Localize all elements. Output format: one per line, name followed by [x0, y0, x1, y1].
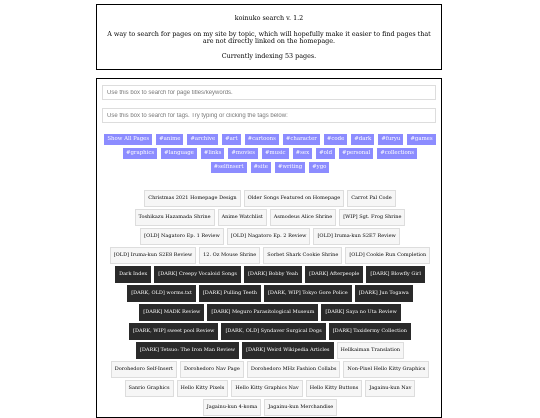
page-link[interactable]: Dorohedoro Nav Page	[180, 361, 244, 378]
tag-button[interactable]: #writing	[275, 162, 305, 173]
tag-button[interactable]: #graphics	[123, 148, 157, 159]
page-link[interactable]: [DARK] Weird Wikipedia Articles	[242, 342, 333, 359]
page-link[interactable]: Toshikazu Hazamada Shrine	[135, 209, 215, 226]
page-link[interactable]: [DARK, OLD] worms.txt	[127, 285, 196, 302]
page-link[interactable]: Dorohedoro MHz Fashion Collabs	[247, 361, 341, 378]
tag-button[interactable]: #furyu	[378, 134, 403, 145]
page-link[interactable]: [WIP] Sgt. Frog Shrine	[339, 209, 405, 226]
page-link[interactable]: [DARK] Pulling Teeth	[199, 285, 261, 302]
tag-button[interactable]: #links	[201, 148, 224, 159]
page-link[interactable]: Non-Pixel Hello Kitty Graphics	[343, 361, 429, 378]
page-link[interactable]: [DARK] Blowfly Girl	[366, 266, 425, 283]
page-link[interactable]: [DARK] Meguro Parasitological Museum	[207, 304, 318, 321]
page-link[interactable]: Older Songs Featured on Homepage	[244, 190, 345, 207]
page-link[interactable]: Jagainu-kun Nav	[365, 380, 415, 397]
tag-button[interactable]: #games	[407, 134, 435, 145]
page-link[interactable]: [DARK, WIP] sweet pool Review	[129, 323, 218, 340]
page-link[interactable]: Hello Kitty Buttons	[306, 380, 363, 397]
page-link[interactable]: [DARK] Creepy Vocaloid Songs	[154, 266, 241, 283]
tag-button[interactable]: #cartoons	[245, 134, 279, 145]
page-list	[103, 189, 437, 417]
page-link[interactable]: [DARK] Bobby Yeah	[244, 266, 302, 283]
tag-button[interactable]: #site	[251, 162, 271, 173]
page-link[interactable]: [OLD] Nagatoro Ep. 2 Review	[227, 228, 311, 245]
page-link[interactable]: [DARK] MADK Review	[139, 304, 204, 321]
page-link[interactable]: Hello Kitty Pixels	[177, 380, 229, 397]
tag-button[interactable]: #ygo	[309, 162, 329, 173]
tag-button[interactable]: #code	[324, 134, 347, 145]
page-link[interactable]: Asmodeus Alice Shrine	[270, 209, 336, 226]
tag-button[interactable]: #anime	[156, 134, 183, 145]
page-link[interactable]: Hello Kitty Graphics Nav	[231, 380, 302, 397]
page-count: Currently indexing 53 pages.	[221, 51, 317, 60]
site-description: A way to search for pages on my site by topic, which will hopefully make it easier to find pages that are not directly linked on the homepage.	[107, 29, 431, 46]
page-link[interactable]: [DARK] Taxidermy Collection	[329, 323, 411, 340]
page-link[interactable]: Jagainu-kun 4-koma	[203, 399, 262, 416]
tag-button[interactable]: #movies	[228, 148, 258, 159]
tag-search-input[interactable]	[102, 108, 436, 123]
page-link[interactable]: Hellkaiman Translation	[337, 342, 405, 359]
tag-button[interactable]: #art	[222, 134, 240, 145]
page-link[interactable]: 12. Oz Mouse Shrine	[199, 247, 260, 264]
page-link[interactable]: [OLD] Iruma-kun S2E8 Review	[110, 247, 196, 264]
page-link[interactable]: Sorbet Shark Cookie Shrine	[263, 247, 342, 264]
site-title: koinuko search v. 1.2	[234, 14, 304, 22]
page-link[interactable]: Carrot Pal Code	[347, 190, 396, 207]
page-link[interactable]: Sanrio Graphics	[125, 380, 174, 397]
tag-button[interactable]: #language	[161, 148, 197, 159]
site-header	[96, 4, 442, 70]
page-link[interactable]: Anime Watchlist	[218, 209, 267, 226]
page-link[interactable]: [DARK] Tetsuo: The Iron Man Review	[136, 342, 239, 359]
page-link[interactable]: [DARK] Afterpeople	[305, 266, 363, 283]
tag-button[interactable]: #dark	[351, 134, 374, 145]
page-link[interactable]: Dark Index	[115, 266, 151, 283]
page-link[interactable]: [DARK, WIP] Tokyo Gore Police	[264, 285, 352, 302]
tag-button[interactable]: #personal	[339, 148, 373, 159]
page-link[interactable]: [DARK] Saya no Uta Review	[321, 304, 400, 321]
show-all-pages-button[interactable]: Show All Pages	[104, 134, 152, 145]
tag-button[interactable]: #old	[316, 148, 335, 159]
page-link[interactable]: Christmas 2021 Homepage Design	[144, 190, 240, 207]
tag-button[interactable]: #archive	[187, 134, 218, 145]
tag-button[interactable]: #selfinsert	[211, 162, 247, 173]
tag-button[interactable]: #character	[283, 134, 320, 145]
page-link[interactable]: [DARK, OLD] Syndaver Surgical Dogs	[221, 323, 325, 340]
tag-button[interactable]: #collections	[377, 148, 417, 159]
page-link[interactable]: [OLD] Cookie Run Completion	[345, 247, 430, 264]
page-link[interactable]: Dorohedoro Self-Insert	[111, 361, 177, 378]
title-search-input[interactable]	[102, 85, 436, 100]
tag-button[interactable]: #sex	[293, 148, 313, 159]
page-link[interactable]: Jagainu-kun Merchandise	[264, 399, 337, 416]
tag-button[interactable]: #music	[262, 148, 289, 159]
tag-list	[101, 132, 439, 174]
page-link[interactable]: [DARK] Jun Togawa	[355, 285, 413, 302]
page-link[interactable]: [OLD] Iruma-kun S2E7 Review	[313, 228, 399, 245]
search-panel	[96, 78, 442, 418]
page-link[interactable]: [OLD] Nagatoro Ep. 1 Review	[140, 228, 224, 245]
